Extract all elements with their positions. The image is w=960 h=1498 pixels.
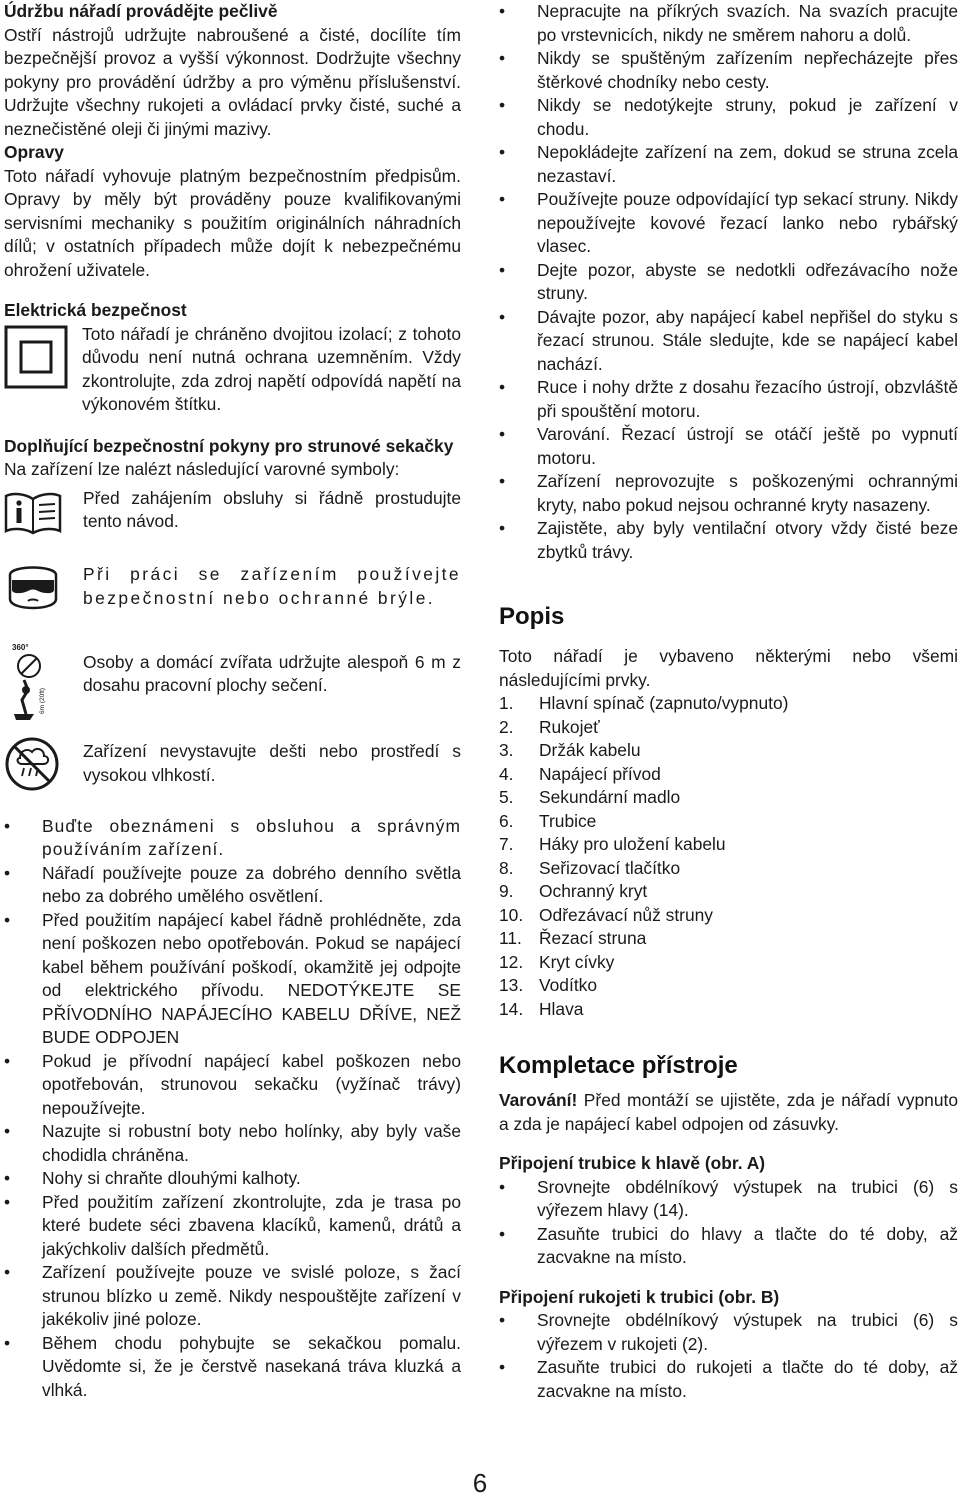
list-item: 4. Napájecí přívod: [499, 763, 661, 784]
list-item: • Ruce i nohy držte z dosahu řezacího ústrojí, obzvláště při spouštění motoru.: [499, 376, 958, 423]
list-item: • Dejte pozor, abyste se nedotkli odřezávacího nože struny.: [499, 259, 958, 306]
list-item: • Nepracujte na příkrých svazích. Na svazích pracujte po vrstevnicích, nikdy ne směrem nahoru a dolů.: [499, 0, 958, 47]
list-item: • Buďte obeznámeni s obsluhou a správným používáním zařízení.: [4, 815, 461, 862]
list-item: • Varování. Řezací ústrojí se otáčí ještě po vypnutí motoru.: [499, 423, 958, 470]
symbol-distance-text: Osoby a domácí zvířata udržujte alespoň 6 m z dosahu pracovní plochy sečení.: [83, 651, 461, 695]
list-item: • Zařízení neprovozujte s poškozenými ochrannými kryty, nabo pokud nejsou ochranné kryty nasazeny.: [499, 470, 958, 517]
list-item: • Zasuňte trubici do hlavy a tlačte do té doby, až zacvakne na místo.: [499, 1223, 958, 1270]
list-item: • Nazujte si robustní boty nebo holínky, aby byly vaše chodidla chráněna.: [4, 1120, 461, 1167]
repairs-heading: Opravy: [4, 142, 64, 162]
symbol-row-distance: [4, 642, 461, 729]
extra-safety-heading: Doplňující bezpečnostní pokyny pro strunové sekačky: [4, 435, 454, 456]
list-item: 1. Hlavní spínač (zapnuto/vypnuto): [499, 693, 789, 713]
list-item: 2. Rukojeť: [499, 716, 600, 737]
safety-bullet-list-continued: [499, 0, 958, 564]
list-item: • Nikdy se spuštěným zařízením nepřecházejte přes štěrkové chodníky nebo cesty.: [499, 47, 958, 94]
symbol-manual-text: Před zahájením obsluhy si řádně prostudujte tento návod.: [83, 487, 461, 531]
list-item: • Srovnejte obdélníkový výstupek na trubici (6) s výřezem hlavy (14).: [499, 1176, 958, 1223]
parts-list: [499, 692, 958, 1021]
no-rain-icon: [4, 736, 66, 799]
maintenance-text: Ostří nástrojů udržujte nabroušené a čisté, docílíte tím bezpečnější provoz a vyšší výkonnost. Dodržujte všechny pokyny pro provádění údržby a pro výměnu příslušenství. Udržujte všechny rukojeti a ovládací prvky čisté, suché a neznečistěné oleji či jinými mazivy.: [4, 24, 461, 139]
list-item: 12. Kryt cívky: [499, 951, 615, 972]
double-insulation-icon: [4, 323, 82, 396]
list-item: 7. Háky pro uložení kabelu: [499, 834, 726, 854]
list-item: • Nikdy se nedotýkejte struny, pokud je zařízení v chodu.: [499, 94, 958, 141]
list-item: 8. Seřizovací tlačítko: [499, 857, 681, 878]
handle-to-tube-steps: [499, 1309, 958, 1403]
list-item: • Zasuňte trubici do rukojeti a tlačte do té doby, až zacvakne na místo.: [499, 1356, 958, 1403]
list-item: • Nářadí používejte pouze za dobrého denního světla nebo za dobrého umělého osvětlení.: [4, 862, 461, 909]
list-item: • Dávajte pozor, aby napájecí kabel nepřišel do styku s řezací strunou. Stále sledujte, kde se napájecí kabel nachází.: [499, 306, 958, 377]
list-item: • Během chodu pohybujte se sekačkou pomalu. Uvědomte si, že je čerstvě nasekaná tráva kluzká a vlhká.: [4, 1332, 461, 1403]
distance-icon-top-label: 360°: [12, 642, 29, 652]
list-item: • Pokud je přívodní napájecí kabel poškozen nebo opotřebován, strunovou sekačku (vyžínač trávy) nepoužívejte.: [4, 1050, 461, 1121]
list-item: 5. Sekundární madlo: [499, 787, 681, 807]
list-item: 6. Trubice: [499, 810, 597, 831]
list-item: • Zajistěte, aby byly ventilační otvory vždy čisté beze zbytků trávy.: [499, 517, 958, 564]
list-item: • Před použitím zařízení zkontrolujte, zda je trasa po které budete séci zbavena klacíků, kamenů, drátů a jakýchkoliv dalších předmětů.: [4, 1191, 461, 1262]
assembly-heading: Kompletace přístroje: [499, 1052, 738, 1079]
symbol-goggles-text: Při práci se zařízením používejte bezpečnostní nebo ochranné brýle.: [83, 564, 461, 608]
symbols-intro: Na zařízení lze nalézt následující varovné symboly:: [4, 459, 400, 479]
tube-to-head-steps: [499, 1176, 958, 1270]
tube-to-head-heading: Připojení trubice k hlavě (obr. A): [499, 1153, 766, 1173]
list-item: • Nepokládejte zařízení na zem, dokud se struna zcela nezastaví.: [499, 141, 958, 188]
keep-distance-icon: [4, 642, 66, 729]
symbol-row-rain: [4, 736, 461, 799]
symbol-row-goggles: [4, 563, 461, 620]
assembly-warning: [499, 1089, 958, 1136]
list-item: • Používejte pouze odpovídající typ sekací struny. Nikdy nepoužívejte kovové řezací lanko nebo rybářský vlasec.: [499, 188, 958, 259]
list-item: 14. Hlava: [499, 998, 584, 1019]
symbol-row-manual: [4, 487, 461, 542]
list-item: 13. Vodítko: [499, 975, 598, 995]
safety-bullet-list: [4, 815, 461, 1403]
warning-text: Před montáží se ujistěte, zda je nářadí vypnuto a zda je napájecí kabel odpojen od zásuvky.: [499, 1090, 958, 1134]
electrical-safety-text: Toto nářadí je chráněno dvojitou izolací; z tohoto důvodu není nutná ochrana uzemněním. Vždy zkontrolujte, zda zdroj napětí odpovídá napětí na výkonovém štítku.: [82, 323, 461, 414]
distance-icon-side-label: 6m (20ft): [39, 687, 46, 714]
list-item: • Srovnejte obdélníkový výstupek na trubici (6) s výřezem v rukojeti (2).: [499, 1309, 958, 1356]
safety-goggles-icon: [4, 563, 66, 620]
list-item: • Nohy si chraňte dlouhými kalhoty.: [4, 1167, 461, 1191]
description-intro: Toto nářadí je vybaveno některými nebo všemi následujícími prvky.: [499, 646, 958, 690]
repairs-text: Toto nářadí vyhovuje platným bezpečnostním předpisům. Opravy by měly být prováděny pouze kvalifikovanými servisními mechaniky s použitím originálních náhradních dílů; v ostatních případech může dojít k nebezpečnému ohrožení uživatele.: [4, 165, 461, 280]
list-item: 10. Odřezávací nůž struny: [499, 904, 713, 925]
manual-book-icon: [4, 491, 66, 542]
list-item: 11. Řezací struna: [499, 928, 647, 948]
page-number: 6: [472, 1468, 488, 1498]
list-item: • Zařízení používejte pouze ve svislé poloze, s žací strunou blízko u země. Nikdy nespouštějte zařízení v jakékoliv jiné poloze.: [4, 1261, 461, 1332]
list-item: • Před použitím napájecí kabel řádně prohlédněte, zda není poškozen nebo opotřebován. Pokud se napájecí kabel během používání poškodí, okamžitě jej odpojte od elektrického přívodu. NEDOTÝKEJTE SE PŘÍVODNÍHO NAPÁJECÍHO KABELU DŘÍVE, NEŽ BUDE ODPOJEN: [4, 909, 461, 1050]
left-column: [4, 0, 461, 1402]
symbol-rain-text: Zařízení nevystavujte dešti nebo prostředí s vysokou vlhkostí.: [83, 741, 461, 785]
warning-label: Varování!: [499, 1090, 578, 1110]
list-item: 3. Držák kabelu: [499, 740, 641, 760]
electrical-safety-heading: Elektrická bezpečnost: [4, 300, 187, 320]
handle-to-tube-heading: Připojení rukojeti k trubici (obr. B): [499, 1286, 780, 1307]
electrical-safety-block: [4, 323, 461, 417]
list-item: 9. Ochranný kryt: [499, 881, 648, 901]
maintenance-heading: Údržbu nářadí provádějte pečlivě: [4, 1, 278, 21]
right-column: [499, 0, 958, 1403]
description-heading: Popis: [499, 603, 565, 630]
